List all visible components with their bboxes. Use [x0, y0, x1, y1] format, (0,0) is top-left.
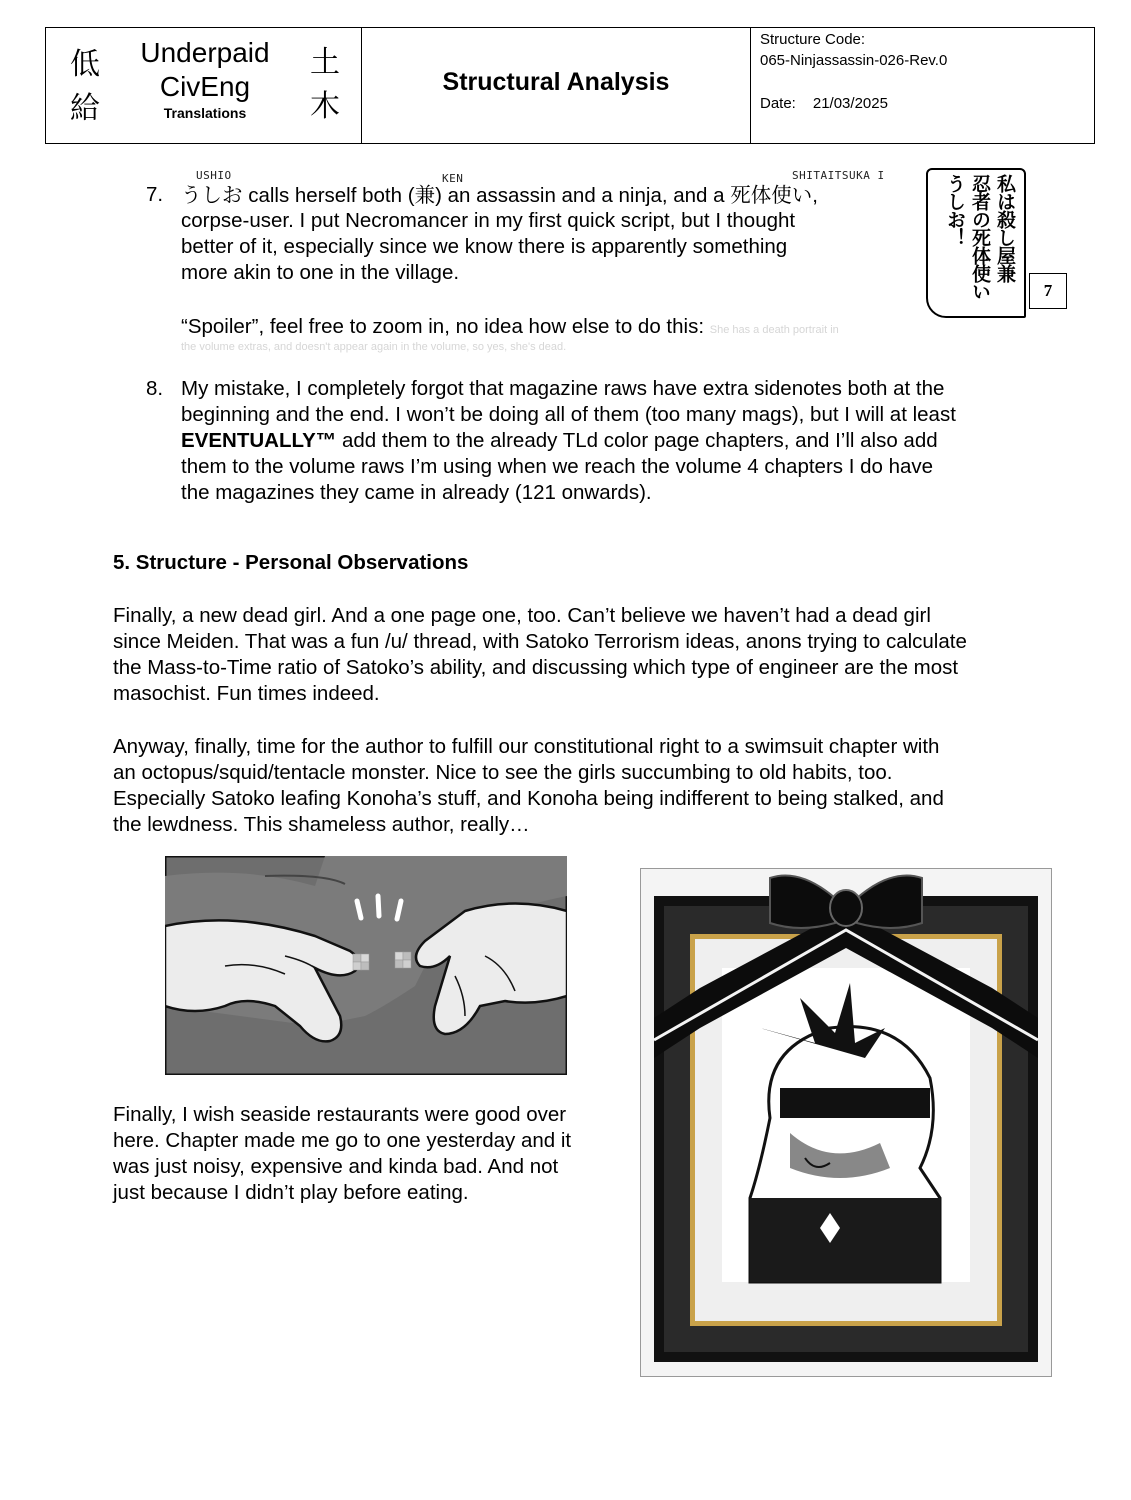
para-1-line-2: since Meiden. That was a fun /u/ thread, with Satoko Terrorism ideas, anons trying to calculate — [113, 630, 967, 653]
brand-line-3: Translations — [163, 105, 247, 121]
para-2-line-2: an octopus/squid/tentacle monster. Nice to see the girls succumbing to old habits, too. — [113, 761, 893, 784]
para-3-line-2: here. Chapter made me go to one yesterday and it — [113, 1129, 572, 1152]
item-7-line-3: better of it, especially since we know there is apparently something — [181, 235, 788, 258]
bubble-column-1: 私は殺し屋兼 — [994, 174, 1016, 282]
item-7-line-1 — [181, 182, 818, 209]
ruby-shitaitsuka: SHITAITSUKA I — [792, 169, 885, 182]
structure-code: 065-Ninjassassin-026-Rev.0 — [760, 52, 948, 69]
item-7-line-4: more akin to one in the village. — [181, 261, 460, 284]
hidden-spoiler-1: She has a death portrait in — [709, 324, 839, 336]
item-8-line-5: the magazines they came in already (121 onwards). — [181, 481, 652, 504]
name-ushio-jp: うしお — [181, 183, 243, 207]
section-5-heading: 5. Structure - Personal Observations — [113, 551, 469, 574]
item-7-text-b: ) an assassin and a ninja, and a — [435, 184, 731, 207]
meta-cell — [751, 28, 1094, 143]
item-8-line-3 — [181, 428, 938, 454]
spoiler-line — [181, 314, 839, 343]
structure-code-label: Structure Code: — [760, 31, 866, 48]
document-title: Structural Analysis — [442, 68, 670, 96]
brand-line-2: CivEng — [159, 71, 251, 102]
item-8-number: 8. — [146, 377, 164, 400]
logo-cell — [46, 28, 362, 143]
manga-hands-panel — [165, 856, 567, 1075]
item-8-line-2: beginning and the end. I won’t be doing all of them (too many mags), but I will at least — [181, 403, 956, 426]
date-row — [760, 95, 888, 112]
spoiler-text: “Spoiler”, feel free to zoom in, no idea how else to do this: — [181, 315, 705, 338]
title-cell — [362, 28, 751, 143]
manga-page-number: 7 — [1029, 273, 1067, 309]
date-value: 21/03/2025 — [812, 95, 888, 112]
ken-jp: 兼 — [414, 183, 436, 207]
para-1-line-4: masochist. Fun times indeed. — [113, 682, 380, 705]
item-8-line-4: them to the volume raws I’m using when we reach the volume 4 chapters I do have — [181, 455, 934, 478]
item-8-after-bold: add them to the already TLd color page chapters, and I’ll also add — [336, 429, 938, 452]
hidden-spoiler-2: the volume extras, and doesn't appear again in the volume, so yes, she's dead. — [181, 341, 567, 353]
manga-speech-bubble — [926, 168, 1026, 318]
para-1-line-3: the Mass-to-Time ratio of Satoko’s ability, and discussing which type of engineer are the most — [113, 656, 959, 679]
bubble-column-3: うしお！ — [944, 174, 966, 246]
document-header — [45, 27, 1095, 144]
logo-kanji-left-top: 低 — [70, 47, 100, 82]
item-7-line-2: corpse-user. I put Necromancer in my first quick script, but I thought — [181, 209, 796, 232]
para-2-line-1: Anyway, finally, time for the author to fulfill our constitutional right to a swimsuit chapter with — [113, 735, 940, 758]
logo-kanji-right-top: 土 — [310, 45, 340, 80]
logo-kanji-left-bottom: 給 — [70, 91, 100, 126]
ruby-ushio: USHIO — [196, 169, 232, 182]
bubble-column-2: 忍者の死体使い — [969, 174, 991, 300]
eventually-bold: EVENTUALLY™ — [181, 429, 337, 452]
item-7-number: 7. — [146, 183, 164, 206]
date-label: Date: — [760, 95, 796, 112]
para-3-line-3: was just noisy, expensive and kinda bad. And not — [113, 1155, 559, 1178]
shitaitsukai-jp: 死体使い — [730, 183, 813, 207]
para-2-line-3: Especially Satoko leafing Konoha’s stuff, and Konoha being indifferent to being stalked, and — [113, 787, 944, 810]
para-2-line-4: the lewdness. This shameless author, really… — [113, 813, 530, 836]
item-8-line-1: My mistake, I completely forgot that magazine raws have extra sidenotes both at the — [181, 377, 945, 400]
para-1-line-1: Finally, a new dead girl. And a one page one, too. Can’t believe we haven’t had a dead girl — [113, 604, 931, 627]
ruby-ken: KEN — [442, 172, 464, 185]
item-7-text-a: calls herself both ( — [242, 184, 415, 207]
logo-kanji-right-bottom: 木 — [310, 89, 340, 124]
para-3-line-1: Finally, I wish seaside restaurants were good over — [113, 1103, 567, 1126]
item-7-text-c: , — [812, 184, 818, 207]
death-portrait-frame — [640, 868, 1052, 1377]
brand-line-1: Underpaid — [140, 37, 270, 68]
para-3-line-4: just because I didn’t play before eating. — [113, 1181, 469, 1204]
